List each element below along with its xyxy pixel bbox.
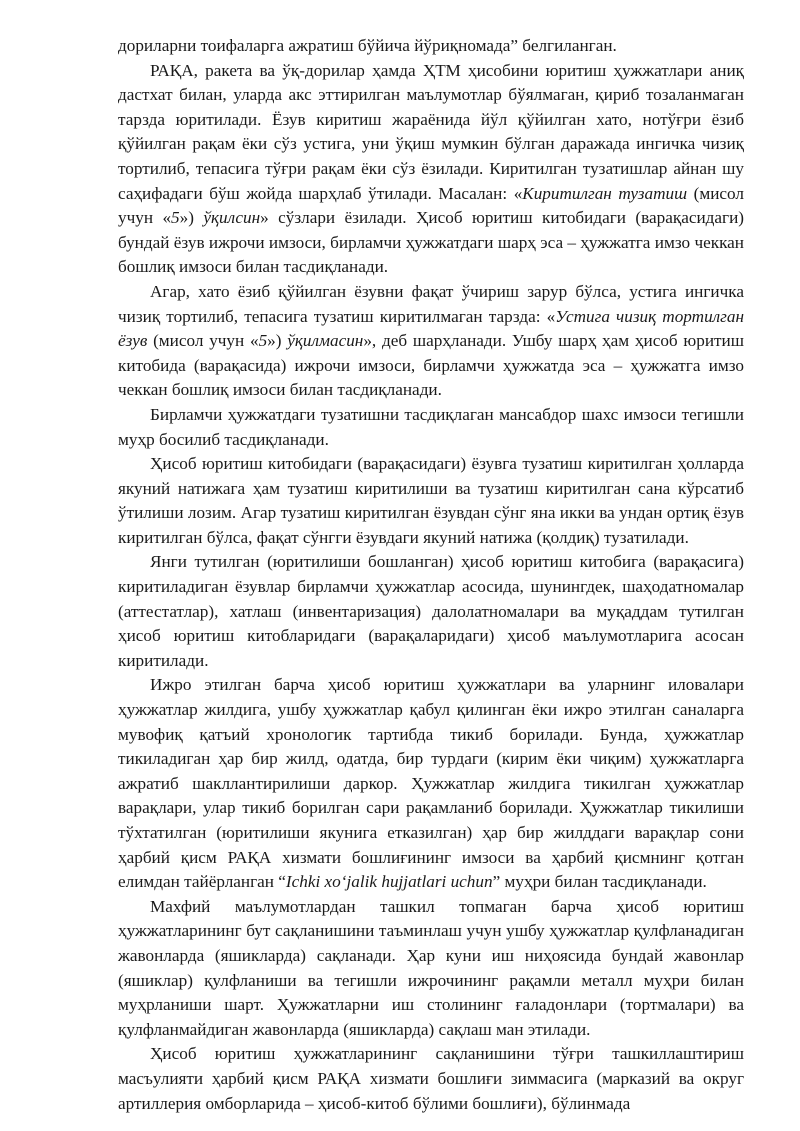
text-run: ” муҳри билан тасдиқланади.: [492, 872, 707, 892]
paragraph-2: [118, 59, 744, 280]
text-run: Агар, хато ёзиб қўйилган ёзувни фақат ўчириш зарур бўлса, устига ингичка чизиқ тортилиб, тепасига тузатиш киритилмаган тарзда: «: [118, 281, 744, 326]
italic-run: ўқилсин: [203, 208, 261, 228]
text-run: РАҚА, ракета ва ўқ-дорилар ҳамда ҲТМ ҳисобини юритиш ҳужжатлари аниқ дастхат билан, уларда акс эттирилган маълумотлар бўялмаган, қириб тозаланмаган тарзда юритилади. Ёзув киритиш жараёнида йўл қўйилган хато, нотўғри ёзиб қўйилган рақам ёки сўз устига, уни ўқиш мумкин бўлган даражада ингичка чизиқ тортилиб, тепасига тўғри рақам ёки сўз ёзилади. Киритилган тузатишлар айнан шу саҳифадаги бўш жойда шарҳлаб ўтилади. Масалан: «: [118, 60, 744, 203]
text-run: » сўзлари ёзилади. Ҳисоб юритиш китобидаги (варақасидаги) бундай ёзув ижрочи имзоси, бирламчи ҳужжатдаги шарҳ эса – ҳужжатга имзо чеккан бошлиқ имзоси билан тасдиқланади.: [118, 208, 744, 277]
text-run: », деб шарҳланади. Ушбу шарҳ ҳам ҳисоб юритиш китобида (варақасида) ижрочи имзоси, бирламчи ҳужжатда эса – ҳужжатга имзо чеккан бошлиқ имзоси билан тасдиқланади.: [118, 331, 744, 400]
text-run: Янги тутилган (юритилиши бошланган) ҳисоб юритиш китобига (варақасига) киритиладиган ёзувлар бирламчи ҳужжатлар асосида, шунингдек, шаҳодатномалар (аттестатлар), хатлаш (инвентаризация) далолатномалари ва муқаддам тутилган ҳисоб юритиш китобларидаги (варақаларидаги) ҳисоб маълумотларига асосан киритилади.: [118, 552, 744, 670]
paragraph-8: [118, 895, 744, 1043]
text-run: (мисол учун «: [118, 183, 745, 228]
paragraph-9: [118, 1042, 744, 1116]
text-run: Махфий маълумотлардан ташкил топмаган барча ҳисоб юритиш ҳужжатларининг бут сақланишини таъминлаш учун ушбу ҳужжатлар қулфланадиган жавонларда (яшикларда) сақланади. Ҳар куни иш ниҳоясида бундай жавонлар (яшиклар) қулфланиши ва тегишли ижрочининг рақамли металл муҳри билан муҳрланиши шарт. Ҳужжатларни иш столининг ғаладонлари (тортмалари) ва қулфланмайдиган жавонларда (яшикларда) сақлаш ман этилади.: [118, 896, 744, 1039]
paragraph-3: [118, 280, 744, 403]
text-run: Ҳисоб юритиш ҳужжатларининг сақланишини тўғри ташкиллаштириш масъулияти ҳарбий қисм РАҚА хизмати бошлиғи зиммасига (марказий ва округ артиллерия омборларида – ҳисоб-китоб бўлими бошлиғи), бўлинмада: [118, 1044, 744, 1113]
italic-run: 5: [171, 208, 180, 228]
text-run: Бирламчи ҳужжатдаги тузатишни тасдиқлаган мансабдор шахс имзоси тегишли муҳр босилиб тасдиқланади.: [118, 404, 744, 449]
text-run: (мисол учун «: [147, 331, 259, 351]
paragraph-1: [118, 34, 744, 59]
italic-run: ўқилмасин: [287, 331, 364, 351]
paragraph-6: [118, 550, 744, 673]
text-run: »): [179, 208, 204, 228]
paragraph-7: [118, 673, 744, 894]
paragraph-5: [118, 452, 744, 550]
italic-run: Устига чизиқ тортилган ёзув: [118, 306, 745, 351]
italic-run: 5: [258, 331, 268, 351]
text-run: Ижро этилган барча ҳисоб юритиш ҳужжатлари ва уларнинг иловалари ҳужжатлар жилдига, ушбу ҳужжатлар қабул қилинган ёки ижро этилган саналарга мувофиқ қатъий хронологик тартибда тикиб борилади. Бунда, ҳужжатлар тикиладиган ҳар бир жилд, одатда, бир турдаги (кирим ёки чиқим) ҳужжатларга ажратиб шакллантирилиши даркор. Ҳужжатлар жилдига тикилган ҳужжатлар варақлари, улар тикиб борилган сари рақамланиб борилади. Ҳужжатлар тикилиши тўхтатилган (юритилиши якунига етказилган) ҳар бир жилддаги варақлар сони ҳарбий қисм РАҚА хизмати бошлиғининг имзоси ва ҳарбий қисмнинг қотган елимдан тайёрланган “: [118, 675, 744, 892]
paragraph-4: [118, 403, 744, 452]
document-page: [118, 34, 744, 1116]
italic-run: Киритилган тузатиш: [522, 183, 688, 203]
text-run: дориларни тоифаларга ажратиш бўйича йўриқномада” белгиланган.: [118, 36, 617, 55]
text-run: »): [267, 331, 288, 351]
text-run: Ҳисоб юритиш китобидаги (варақасидаги) ёзувга тузатиш киритилган ҳолларда якуний натижага ҳам тузатиш киритилиши ва тузатиш киритилган сана кўрсатиб ўтилиши лозим. Агар тузатиш киритилган ёзувдан сўнг яна икки ва ундан ортиқ ёзув киритилган бўлса, фақат сўнгги ёзувдаги якуний натижа (қолдиқ) тузатилади.: [118, 454, 744, 547]
italic-run: Ichki xo‘jalik hujjatlari uchun: [285, 872, 493, 892]
